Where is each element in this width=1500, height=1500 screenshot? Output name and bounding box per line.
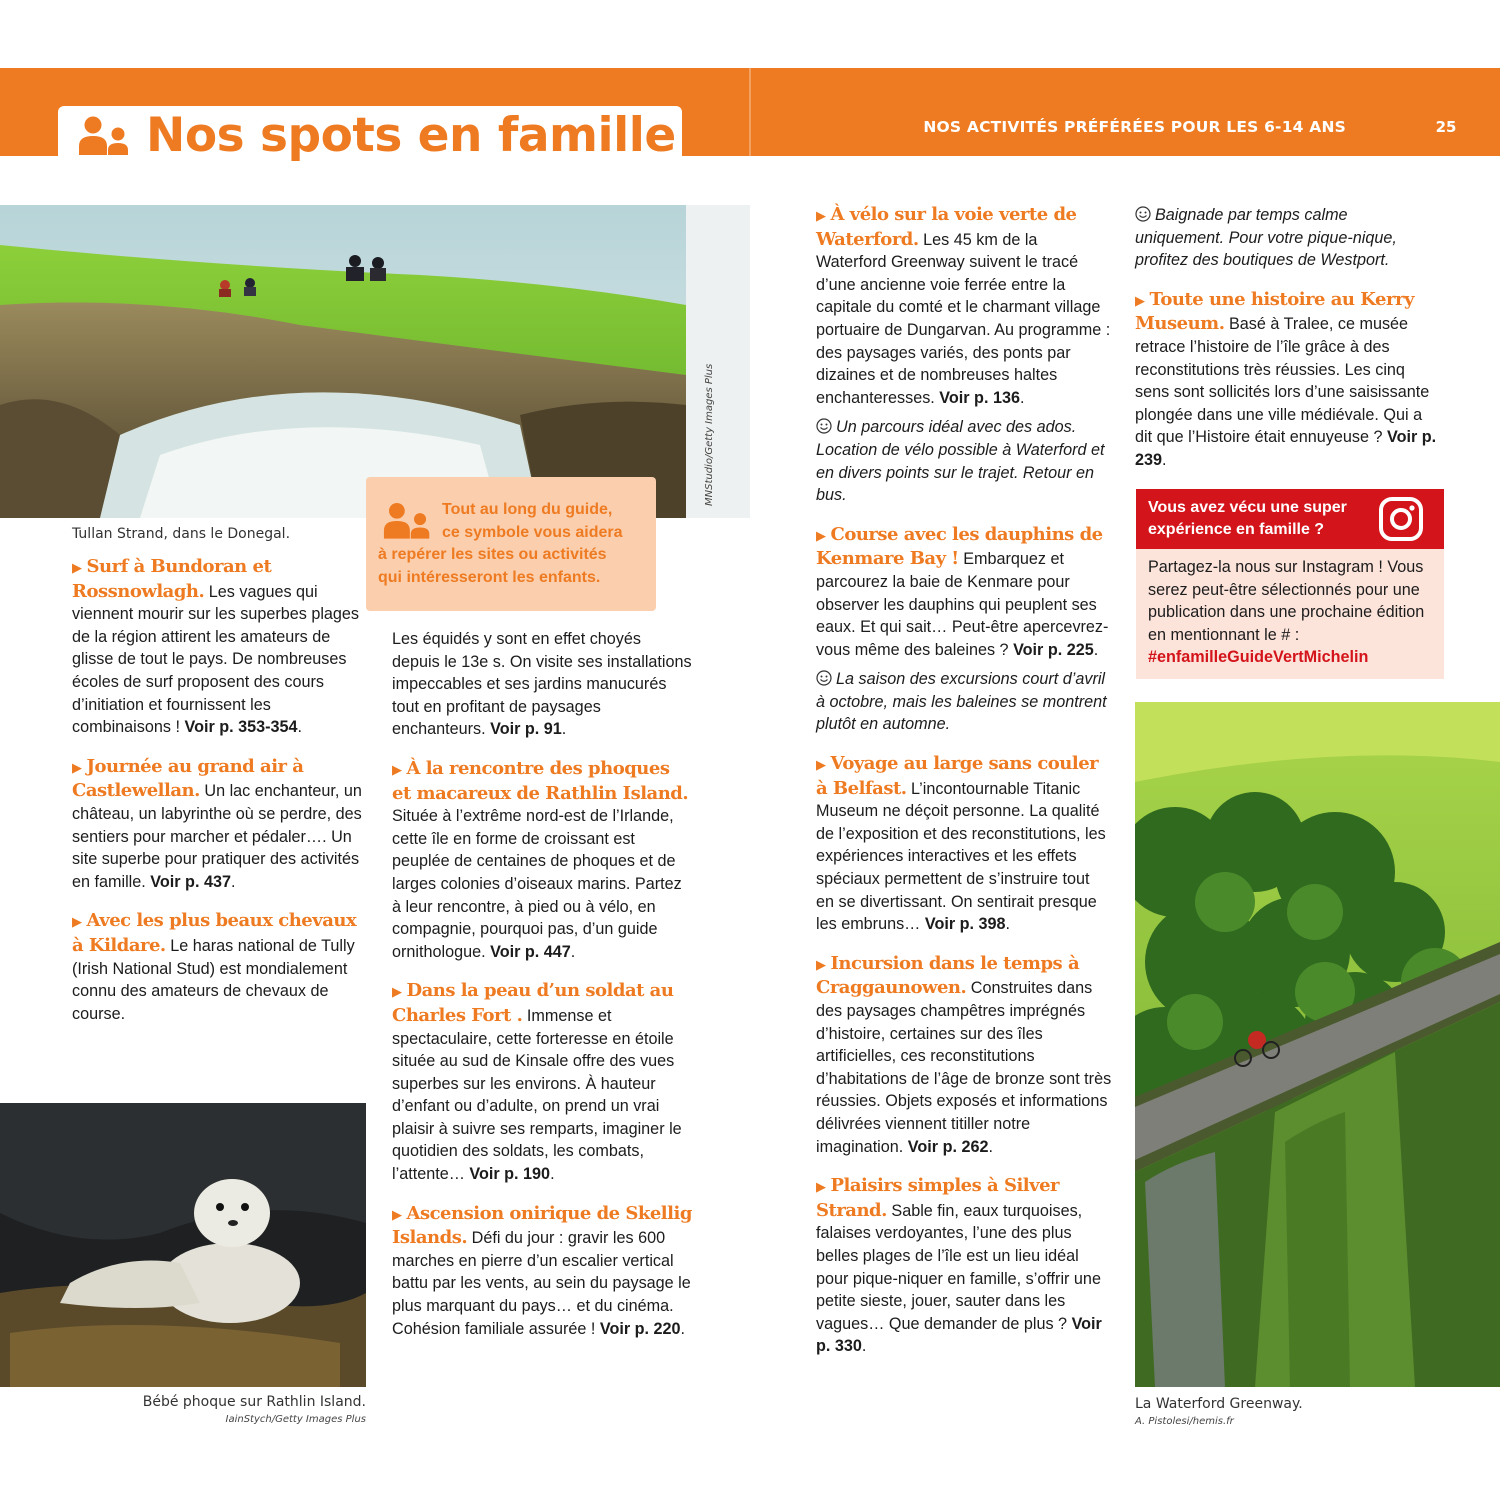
arrow-icon: ▶ (72, 760, 82, 776)
entry-kildare: ▶ Avec les plus beaux chevaux à Kildare. Le haras national de Tully (Irish National Stud) est mondialement connu des amateurs de chevaux de course. (72, 910, 357, 1023)
smiley-icon (816, 418, 832, 434)
entry-kenmare: ▶ Course avec les dauphins de Kenmare Bay ! Embarquez et parcourez la baie de Kenmare pour observer les dauphins qui peuplent ses eaux. Et qui sait… Peut-être apercevrez-vous même des baleines ? Voir p. 225. (816, 523, 1109, 659)
instagram-heading: Vous avez vécu une super expérience en famille ? (1148, 499, 1347, 538)
entry-title: Course avec les dauphins de Kenmare Bay ! (816, 523, 1103, 570)
page-ref: Voir p. 447 (490, 942, 571, 961)
page-ref: Voir p. 437 (150, 872, 231, 891)
entry-belfast: ▶ Voyage au large sans couler à Belfast. L’incontournable Titanic Museum ne déçoit personne. La qualité de l’exposition et des reconstitutions, les expériences interactives et les effets spéciaux permettent de s’instruire tout en se divertissant. On sentirait presque les embruns… Voir p. 398. (816, 753, 1106, 934)
photo-credit-tullan: MNStudio/Getty Images Plus (704, 363, 715, 506)
entry-bundoran: ▶ Surf à Bundoran et Rossnowlagh. Les vagues qui viennent mourir sur les superbes plages de la région attirent les amateurs de glisse de tout le pays. De nombreuses écoles de surf proposent des cours d’initiation et fournissent les combinaisons ! Voir p. 353-354. (72, 556, 360, 737)
arrow-icon: ▶ (816, 758, 826, 774)
arrow-icon: ▶ (72, 915, 82, 931)
entry-castlewellan: ▶ Journée au grand air à Castlewellan. Un lac enchanteur, un château, un labyrinthe où se perdre, des sentiers pour marcher et pédaler…. Un site superbe pour pratiquer des activités en famille. Voir p. 437. (72, 755, 362, 891)
page-ref: Voir p. 220 (599, 1319, 681, 1338)
entry-title: Dans la peau d’un soldat au Charles Fort . (392, 980, 674, 1026)
page-ref: Voir p. 239 (1135, 428, 1437, 469)
smiley-icon (1135, 206, 1151, 222)
arrow-icon: ▶ (816, 528, 826, 544)
instagram-icon[interactable] (1378, 496, 1424, 542)
column-4 (1135, 204, 1441, 489)
tip-line-1: Tout au long du guide, (442, 501, 613, 518)
entry-title: À vélo sur la voie verte de Waterford. (816, 204, 1077, 250)
arrow-icon: ▶ (392, 762, 402, 778)
family-icon (78, 116, 132, 156)
arrow-icon: ▶ (1135, 293, 1145, 309)
photo-waterford-greenway (1135, 702, 1500, 1387)
entry-title: Toute une histoire au Kerry Museum. (1135, 288, 1414, 335)
instagram-hashtag[interactable]: #enfamilleGuideVertMichelin (1148, 648, 1369, 667)
entry-title: Voyage au large sans couler à Belfast. (816, 753, 1099, 799)
page-ref: Voir p. 262 (907, 1137, 989, 1156)
entry-title: Surf à Bundoran et Rossnowlagh. (72, 556, 272, 602)
arrow-icon: ▶ (816, 1180, 826, 1196)
page-ref: Voir p. 190 (469, 1165, 551, 1184)
page-ref: Voir p. 91 (490, 720, 562, 739)
caption-greenway: La Waterford Greenway. (1135, 1396, 1303, 1412)
page-ref: Voir p. 330 (816, 1314, 1102, 1356)
entry-title: Journée au grand air à Castlewellan. (72, 755, 304, 802)
tip-line-4: qui intéresseront les enfants. (378, 568, 601, 586)
tip-line-3: à repérer les sites ou activités (378, 546, 607, 563)
photo-credit-seal: IainStych/Getty Images Plus (225, 1414, 366, 1425)
tip-line-2: ce symbole vous aidera (442, 523, 623, 541)
page-ref: Voir p. 136 (939, 388, 1020, 407)
entry-title: Plaisirs simples à Silver Strand. (816, 1175, 1060, 1221)
page-fold (749, 68, 751, 156)
entry-waterford: ▶ À vélo sur la voie verte de Waterford. Les 45 km de la Waterford Greenway suivent le tracé d’une ancienne voie ferrée entre la capitale du comté et le charmant village portuaire de Dungarvan. Au programme : des paysages variés, des ponts par dizaines et de nombreuses haltes enchanteresses. Voir p. 136. (816, 204, 1111, 407)
arrow-icon: ▶ (72, 561, 82, 576)
arrow-icon: ▶ (816, 209, 826, 224)
arrow-icon: ▶ (392, 985, 402, 1001)
photo-seal (0, 1103, 366, 1387)
smiley-icon (816, 670, 832, 686)
entry-charles-fort: ▶ Dans la peau d’un soldat au Charles Fort . Immense et spectaculaire, cette forteresse en étoile située au sud de Kinsale offre des vues superbes sur les environs. À hauteur d’enfant ou d’adulte, on prend un vrai plaisir à suivre ses remparts, imaginer le quotidien des soldats, les combats, l’attente… Voir p. 190. (392, 980, 682, 1184)
tip-note-silver-strand: Baignade par temps calme uniquement. Pour votre pique-nique, profitez des boutiques de Westport. (1135, 206, 1397, 270)
arrow-icon: ▶ (392, 1207, 402, 1223)
entry-rathlin: ▶ À la rencontre des phoques et macareux de Rathlin Island. Située à l’extrême nord-est de l’Irlande, cette île en forme de croissant est peuplée de centaines de phoques et de larges colonies d’oiseaux marins. Partez à leur rencontre, à pied ou à vélo, en compagnie, pourquoi pas, d’un guide ornithologue. Voir p. 447. (392, 757, 689, 961)
section-title: NOS ACTIVITÉS PRÉFÉRÉES POUR LES 6-14 ANS (923, 118, 1346, 136)
entry-kildare-continued: Les équidés y sont en effet choyés depuis le 13e s. On visite ses installations impeccables et ses jardins manucurés tout en profitant de paysages enchanteurs. Voir p. 91. (392, 630, 692, 739)
photo-credit-greenway: A. Pistolesi/hemis.fr (1135, 1416, 1234, 1427)
entry-silver-strand: ▶ Plaisirs simples à Silver Strand. Sable fin, eaux turquoises, falaises verdoyantes, l’une des plus belles plages de l’île est un lieu idéal pour pique-niquer en famille, s’offrir une petite sieste, jouer, sauter dans les vagues… Que demander de plus ? Voir p. 330. (816, 1175, 1102, 1356)
tip-note-waterford: Un parcours idéal avec des ados. Location de vélo possible à Waterford et en divers points sur le trajet. Retour en bus. (816, 418, 1105, 505)
page-ref: Voir p. 398 (924, 915, 1006, 934)
entry-title: Incursion dans le temps à Craggaunowen. (816, 952, 1080, 999)
entry-title: À la rencontre des phoques et macareux de Rathlin Island. (392, 757, 689, 804)
entry-craggaunowen: ▶ Incursion dans le temps à Craggaunowen. Construites dans des paysages champêtres imprégnés d’histoire, certaines sur des îles artificielles, ces reconstitutions d’habitations de l’âge de bronze sont très réussies. Objets exposés et informations délivrées viennent titiller notre imagination. Voir p. 262. (816, 952, 1112, 1156)
photo-tullan-strand (0, 205, 750, 518)
page-number: 25 (1435, 118, 1457, 136)
instagram-body: Partagez-la nous sur Instagram ! Vous serez peut-être sélectionnés pour une publication dans une prochaine édition en mentionnant le # : #enfamilleGuideVertMichelin (1148, 558, 1425, 667)
caption-seal: Bébé phoque sur Rathlin Island. (142, 1394, 366, 1410)
caption-tullan: Tullan Strand, dans le Donegal. (72, 526, 291, 542)
tip-note-kenmare: La saison des excursions court d’avril à octobre, mais les baleines se montrent plutôt en automne. (816, 670, 1107, 734)
arrow-icon: ▶ (816, 957, 826, 973)
column-2 (392, 628, 692, 1357)
column-3 (816, 204, 1112, 1375)
tip-text (378, 499, 654, 589)
entry-skellig: ▶ Ascension onirique de Skellig Islands. Défi du jour : gravir les 600 marches en pierre d’un escalier vertical battu par les vents, au sein du paysage le plus marquant du pays… et du cinéma. Cohésion familiale assurée ! Voir p. 220. (392, 1202, 692, 1338)
page-ref: Voir p. 353-354 (184, 718, 298, 737)
entry-title: Avec les plus beaux chevaux à Kildare. (72, 910, 357, 956)
page-title: Nos spots en famille (146, 108, 676, 163)
page-ref: Voir p. 225 (1013, 640, 1094, 659)
column-1 (72, 556, 366, 1042)
entry-kerry-museum: ▶ Toute une histoire au Kerry Museum. Basé à Tralee, ce musée retrace l’histoire de l’île grâce à des reconstitutions très réussies. Les cinq sens sont sollicités lors d’une saisissante plongée dans une ville médiévale. Qui a dit que l’Histoire était ennuyeuse ? Voir p. 239. (1135, 288, 1437, 469)
entry-title: Ascension onirique de Skellig Islands. (392, 1202, 692, 1249)
